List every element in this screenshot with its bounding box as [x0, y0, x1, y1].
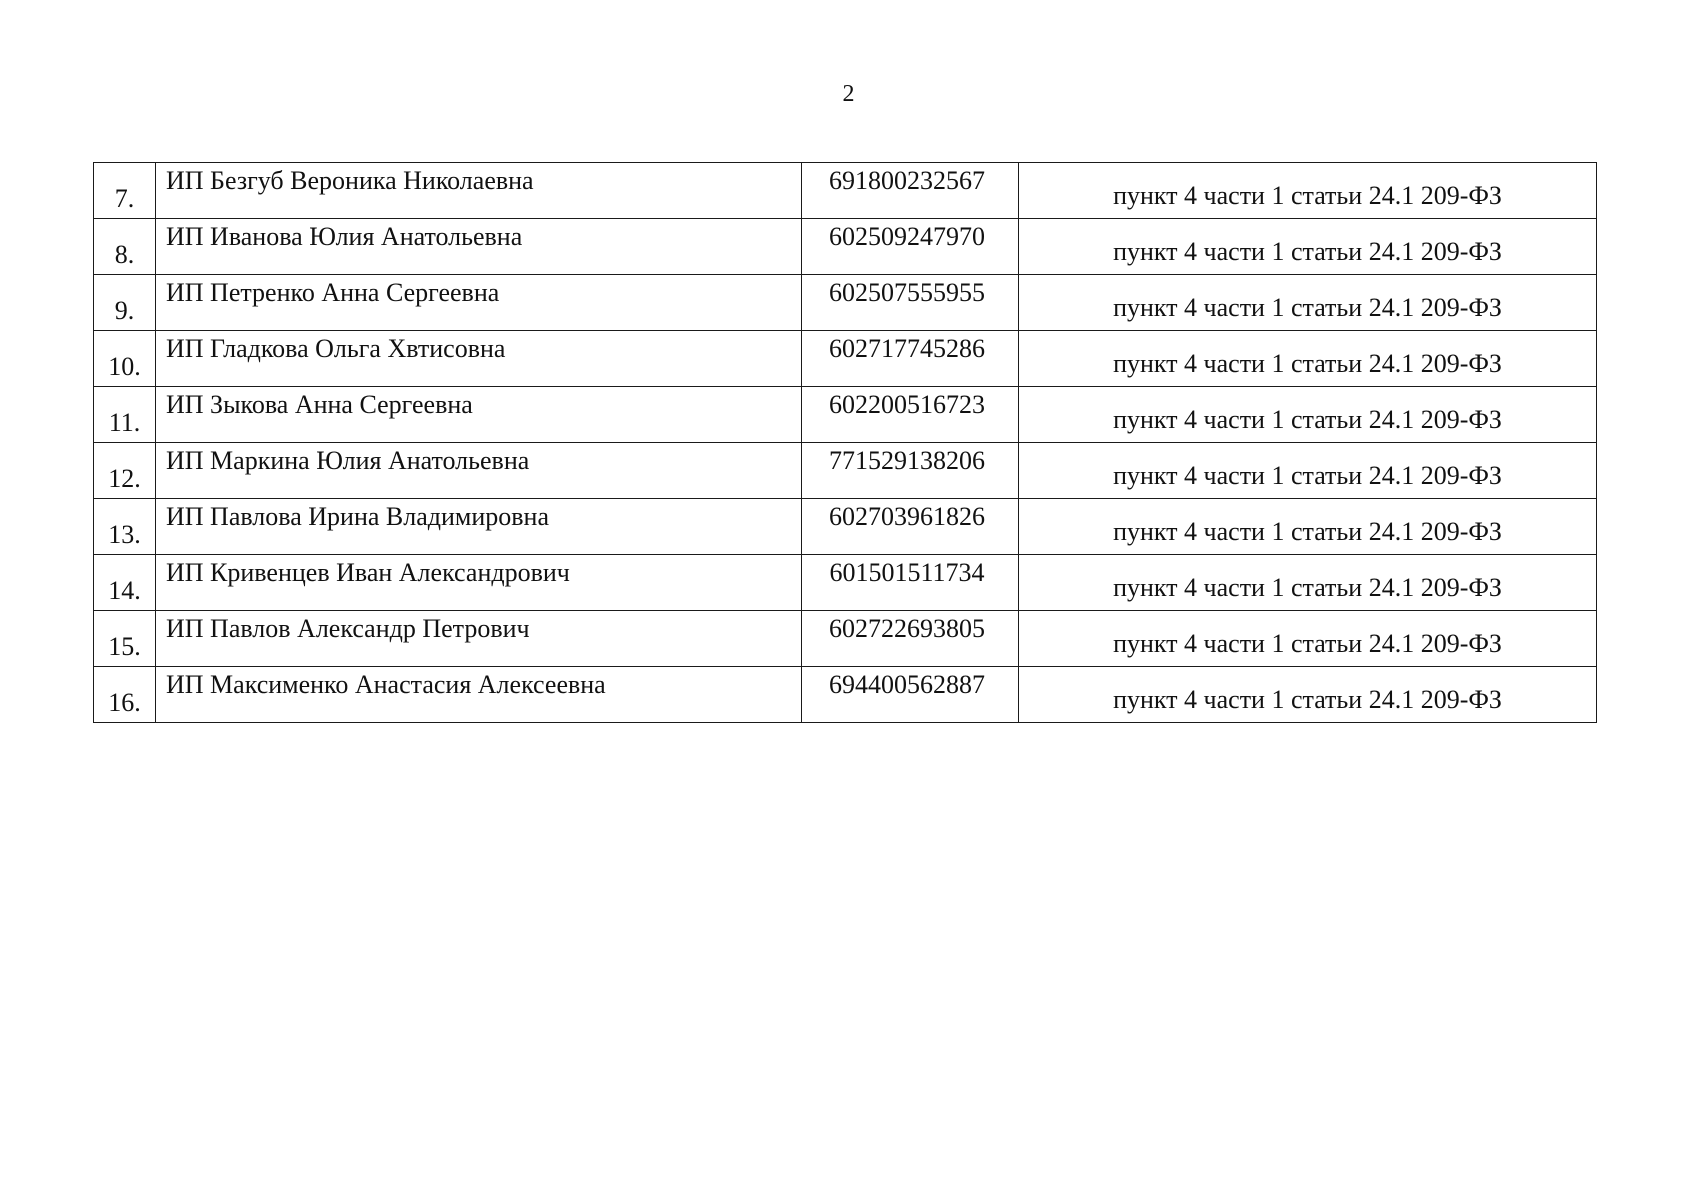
legal-basis: пункт 4 части 1 статьи 24.1 209-ФЗ: [1019, 163, 1597, 219]
page-number: 2: [842, 81, 855, 107]
table-row: [94, 555, 1597, 611]
row-number: 11.: [94, 387, 156, 443]
entrepreneur-name: ИП Маркина Юлия Анатольевна: [156, 443, 802, 499]
inn-value: 602509247970: [802, 219, 1019, 275]
table-row: [94, 275, 1597, 331]
row-number: 16.: [94, 667, 156, 723]
registry-table: [93, 162, 1597, 723]
legal-basis: пункт 4 части 1 статьи 24.1 209-ФЗ: [1019, 331, 1597, 387]
table-row: [94, 331, 1597, 387]
entrepreneur-name: ИП Кривенцев Иван Александрович: [156, 555, 802, 611]
inn-value: 601501511734: [802, 555, 1019, 611]
table-row: [94, 387, 1597, 443]
table-row: [94, 611, 1597, 667]
entrepreneur-name: ИП Безгуб Вероника Николаевна: [156, 163, 802, 219]
entrepreneur-name: ИП Зыкова Анна Сергеевна: [156, 387, 802, 443]
entrepreneur-name: ИП Максименко Анастасия Алексеевна: [156, 667, 802, 723]
inn-value: 602703961826: [802, 499, 1019, 555]
entrepreneur-name: ИП Павлов Александр Петрович: [156, 611, 802, 667]
inn-value: 602717745286: [802, 331, 1019, 387]
table-row: [94, 219, 1597, 275]
legal-basis: пункт 4 части 1 статьи 24.1 209-ФЗ: [1019, 275, 1597, 331]
entrepreneur-name: ИП Петренко Анна Сергеевна: [156, 275, 802, 331]
table-row: [94, 667, 1597, 723]
row-number: 12.: [94, 443, 156, 499]
row-number: 14.: [94, 555, 156, 611]
inn-value: 602200516723: [802, 387, 1019, 443]
entrepreneur-name: ИП Павлова Ирина Владимировна: [156, 499, 802, 555]
table-row: [94, 443, 1597, 499]
row-number: 9.: [94, 275, 156, 331]
inn-value: 602722693805: [802, 611, 1019, 667]
legal-basis: пункт 4 части 1 статьи 24.1 209-ФЗ: [1019, 219, 1597, 275]
inn-value: 602507555955: [802, 275, 1019, 331]
legal-basis: пункт 4 части 1 статьи 24.1 209-ФЗ: [1019, 443, 1597, 499]
row-number: 15.: [94, 611, 156, 667]
entrepreneur-name: ИП Иванова Юлия Анатольевна: [156, 219, 802, 275]
legal-basis: пункт 4 части 1 статьи 24.1 209-ФЗ: [1019, 611, 1597, 667]
row-number: 10.: [94, 331, 156, 387]
legal-basis: пункт 4 части 1 статьи 24.1 209-ФЗ: [1019, 667, 1597, 723]
table-row: [94, 163, 1597, 219]
table-row: [94, 499, 1597, 555]
inn-value: 771529138206: [802, 443, 1019, 499]
legal-basis: пункт 4 части 1 статьи 24.1 209-ФЗ: [1019, 555, 1597, 611]
legal-basis: пункт 4 части 1 статьи 24.1 209-ФЗ: [1019, 499, 1597, 555]
row-number: 7.: [94, 163, 156, 219]
legal-basis: пункт 4 части 1 статьи 24.1 209-ФЗ: [1019, 387, 1597, 443]
row-number: 8.: [94, 219, 156, 275]
inn-value: 694400562887: [802, 667, 1019, 723]
row-number: 13.: [94, 499, 156, 555]
inn-value: 691800232567: [802, 163, 1019, 219]
entrepreneur-name: ИП Гладкова Ольга Хвтисовна: [156, 331, 802, 387]
